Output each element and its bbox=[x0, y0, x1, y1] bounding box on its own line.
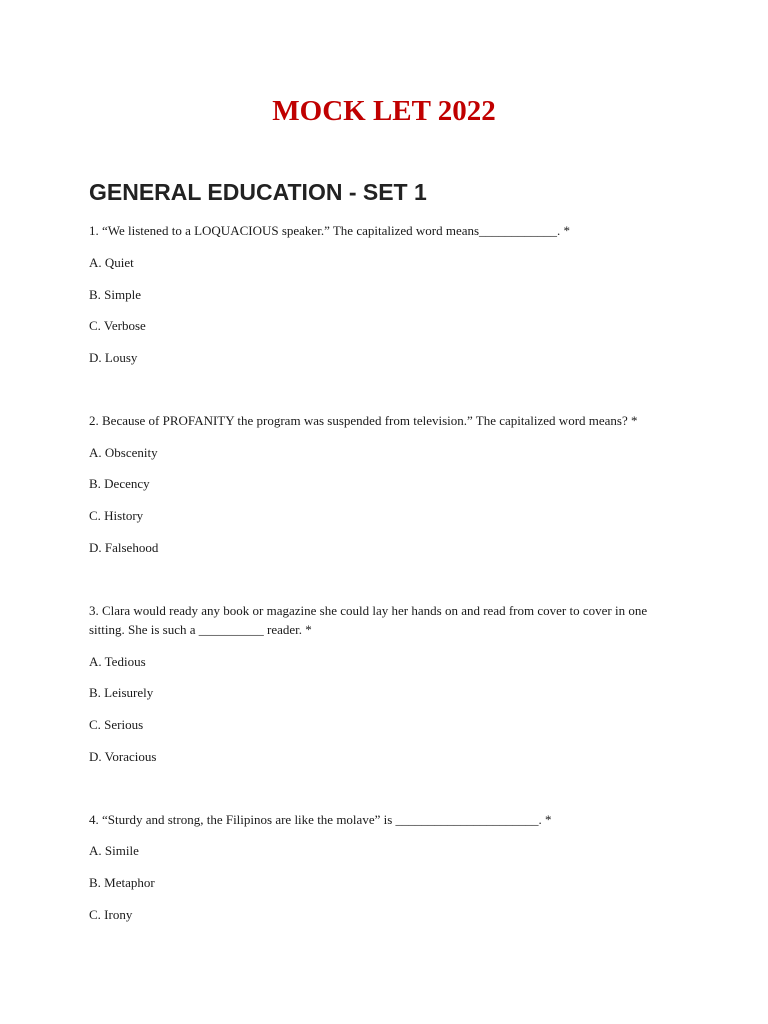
document-title: MOCK LET 2022 bbox=[272, 95, 496, 127]
choice-b: B. Simple bbox=[89, 287, 142, 302]
choice-b: B. Metaphor bbox=[89, 875, 155, 890]
choice-b: B. Decency bbox=[89, 476, 150, 491]
question-stem: 4. “Sturdy and strong, the Filipinos are like the molave” is ______________________. * bbox=[89, 812, 552, 827]
choice-d: D. Falsehood bbox=[89, 540, 159, 555]
question-4 bbox=[89, 810, 679, 922]
question-2 bbox=[89, 411, 679, 555]
section-heading: GENERAL EDUCATION - SET 1 bbox=[89, 179, 427, 205]
choice-a: A. Simile bbox=[89, 843, 139, 858]
question-stem: 2. Because of PROFANITY the program was suspended from television.” The capitalized word means? * bbox=[89, 413, 638, 428]
choice-a: A. Quiet bbox=[89, 255, 134, 270]
choice-d: D. Voracious bbox=[89, 749, 157, 764]
choice-a: A. Obscenity bbox=[89, 445, 158, 460]
choice-c: C. Irony bbox=[89, 907, 133, 922]
choice-b: B. Leisurely bbox=[89, 685, 154, 700]
choice-c: C. History bbox=[89, 508, 144, 523]
choice-c: C. Verbose bbox=[89, 318, 146, 333]
question-1 bbox=[89, 221, 679, 365]
question-stem: 1. “We listened to a LOQUACIOUS speaker.” The capitalized word means____________. * bbox=[89, 223, 571, 238]
choice-c: C. Serious bbox=[89, 717, 144, 732]
question-stem: 3. Clara would ready any book or magazine she could lay her hands on and read from cover to cover in one sitting. She is such a __________ reader. * bbox=[89, 603, 651, 637]
choice-d: D. Lousy bbox=[89, 350, 138, 365]
question-3 bbox=[89, 601, 679, 764]
choice-a: A. Tedious bbox=[89, 654, 146, 669]
